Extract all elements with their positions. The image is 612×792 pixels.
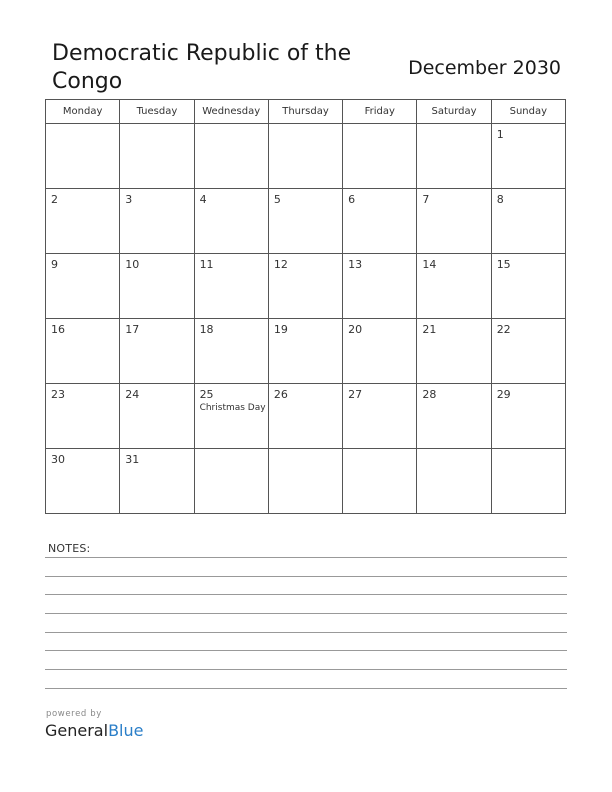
- day-cell: [491, 254, 565, 319]
- holiday-label: Christmas Day: [199, 403, 266, 413]
- day-number: 9: [51, 258, 58, 271]
- day-number: 2: [51, 193, 58, 206]
- day-cell: [491, 384, 565, 449]
- day-cell: [194, 449, 268, 514]
- calendar-country-title: Democratic Republic of the Congo: [52, 41, 352, 94]
- day-number: 1: [496, 128, 504, 141]
- day-number: [492, 449, 565, 453]
- day-cell: [268, 254, 342, 319]
- notes-line: [45, 669, 567, 670]
- day-cell: [46, 384, 120, 449]
- weekday-header: Friday: [343, 100, 417, 124]
- day-number: 28: [422, 388, 437, 401]
- day-cell: [268, 189, 342, 254]
- day-number: 20: [348, 323, 363, 336]
- day-number: 8: [496, 193, 504, 206]
- day-number: 21: [422, 323, 437, 336]
- week-row: [46, 189, 566, 254]
- day-cell: [417, 254, 491, 319]
- notes-line: [45, 613, 567, 614]
- day-number: [195, 449, 268, 453]
- day-number: 10: [125, 258, 140, 271]
- day-number: 13: [348, 258, 363, 271]
- calendar-month-year: December 2030: [408, 57, 561, 79]
- day-number: 31: [125, 453, 140, 466]
- day-number: 18: [199, 323, 214, 336]
- day-cell: [343, 124, 417, 189]
- day-cell: [46, 319, 120, 384]
- day-number: 29: [496, 388, 511, 401]
- weekday-header: Thursday: [268, 100, 342, 124]
- day-cell: [46, 449, 120, 514]
- powered-by-text: powered by: [46, 709, 102, 719]
- day-cell: [46, 189, 120, 254]
- weekday-header: Monday: [46, 100, 120, 124]
- day-number: [120, 124, 193, 128]
- day-cell: [268, 319, 342, 384]
- notes-label: NOTES:: [48, 542, 91, 555]
- week-row: [46, 254, 566, 319]
- week-row: [46, 319, 566, 384]
- day-cell: [194, 319, 268, 384]
- day-number: [195, 124, 268, 128]
- day-cell: [268, 384, 342, 449]
- day-number: 11: [199, 258, 214, 271]
- weekday-header: Tuesday: [120, 100, 194, 124]
- day-cell: [491, 124, 565, 189]
- day-cell: [268, 449, 342, 514]
- day-cell: [343, 189, 417, 254]
- weekday-header: Saturday: [417, 100, 491, 124]
- day-number: 5: [273, 193, 281, 206]
- day-cell: [343, 449, 417, 514]
- day-number: 24: [125, 388, 140, 401]
- day-number: 22: [496, 323, 511, 336]
- day-number: [269, 449, 342, 453]
- day-cell: [491, 449, 565, 514]
- day-number: 15: [496, 258, 511, 271]
- day-number: 23: [51, 388, 65, 401]
- day-cell: [120, 189, 194, 254]
- week-row: [46, 124, 566, 189]
- calendar-grid: [45, 99, 566, 514]
- day-cell: [417, 189, 491, 254]
- week-row: [46, 384, 566, 449]
- day-number: 14: [422, 258, 437, 271]
- notes-line: [45, 650, 567, 651]
- day-number: 4: [199, 193, 207, 206]
- day-cell: [491, 319, 565, 384]
- day-number: 26: [273, 388, 288, 401]
- day-number: [417, 449, 490, 453]
- notes-line: [45, 632, 567, 633]
- day-cell: [120, 124, 194, 189]
- day-number: 3: [125, 193, 133, 206]
- notes-line: [45, 576, 567, 577]
- notes-line: [45, 594, 567, 595]
- day-cell: [417, 384, 491, 449]
- day-number: 25: [199, 388, 214, 401]
- day-cell: [343, 254, 417, 319]
- day-number: 17: [125, 323, 140, 336]
- day-cell: [268, 124, 342, 189]
- weekday-header: Wednesday: [194, 100, 268, 124]
- day-cell: [120, 254, 194, 319]
- day-cell: [343, 384, 417, 449]
- day-cell: [194, 124, 268, 189]
- weekday-header-row: [46, 100, 566, 124]
- notes-line: [45, 557, 567, 558]
- day-number: 6: [348, 193, 356, 206]
- notes-line: [45, 688, 567, 689]
- day-cell: [417, 449, 491, 514]
- day-number: 16: [51, 323, 65, 336]
- day-number: 27: [348, 388, 363, 401]
- week-row: [46, 449, 566, 514]
- day-number: 12: [273, 258, 288, 271]
- generalblue-logo: [45, 721, 143, 741]
- logo-text-blue: Blue: [108, 721, 144, 740]
- day-cell: [343, 319, 417, 384]
- day-number: 7: [422, 193, 430, 206]
- day-cell: [46, 124, 120, 189]
- day-number: [46, 124, 119, 128]
- day-cell-holiday: [194, 384, 268, 449]
- day-number: 19: [273, 323, 288, 336]
- day-cell: [194, 189, 268, 254]
- day-number: [417, 124, 490, 128]
- day-cell: [194, 254, 268, 319]
- day-number: [343, 124, 416, 128]
- weekday-header: Sunday: [491, 100, 565, 124]
- logo-text-general: General: [45, 721, 109, 740]
- day-cell: [46, 254, 120, 319]
- day-cell: [120, 449, 194, 514]
- day-number: [343, 449, 416, 453]
- day-number: 30: [51, 453, 65, 466]
- day-cell: [120, 319, 194, 384]
- day-cell: [417, 124, 491, 189]
- day-cell: [491, 189, 565, 254]
- day-cell: [417, 319, 491, 384]
- day-number: [269, 124, 342, 128]
- day-cell: [120, 384, 194, 449]
